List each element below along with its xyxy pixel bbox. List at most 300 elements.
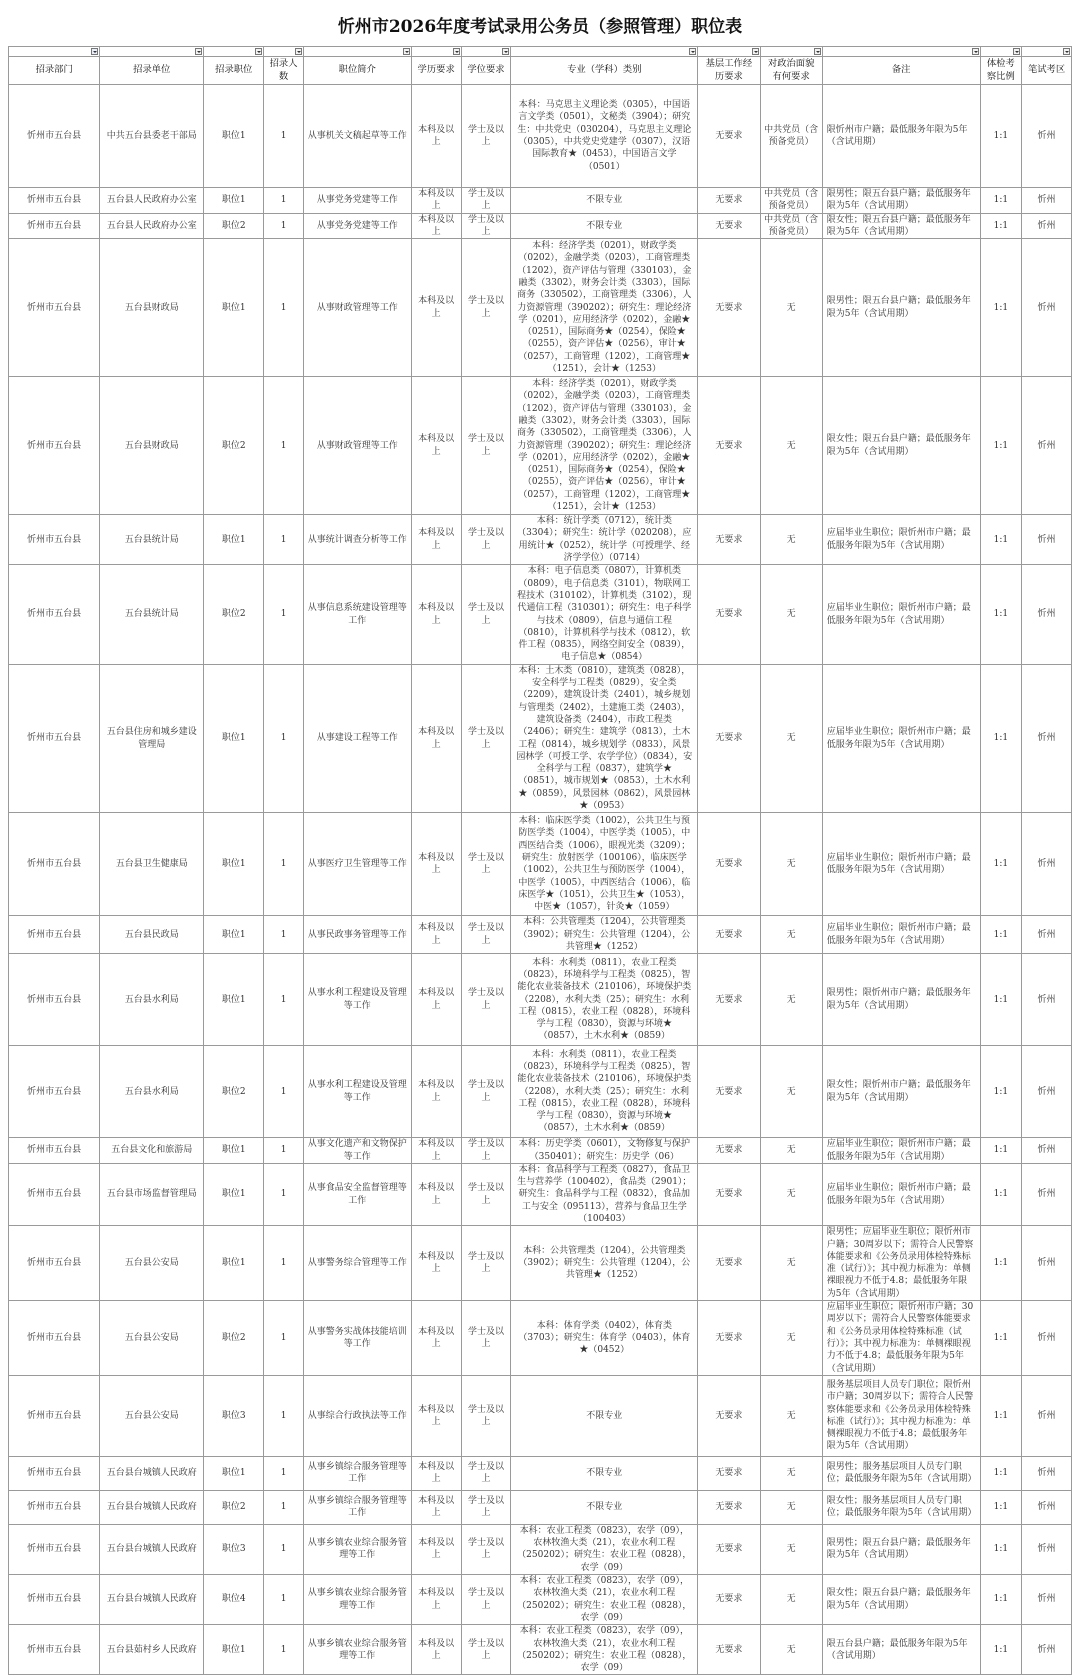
cell-experience[interactable]: 无要求 — [698, 377, 760, 515]
cell-count[interactable]: 1 — [264, 813, 303, 916]
cell-intro[interactable]: 从事统计调查分析等工作 — [303, 515, 411, 565]
cell-exam-area[interactable]: 忻州 — [1022, 664, 1072, 813]
cell-edu[interactable]: 本科及以上 — [411, 239, 461, 377]
cell-count[interactable]: 1 — [264, 565, 303, 664]
cell-edu[interactable]: 本科及以上 — [411, 954, 461, 1046]
cell-note[interactable]: 限男性；限五台县户籍；最低服务年限为5年（含试用期） — [822, 188, 980, 214]
cell-major[interactable]: 不限专业 — [511, 188, 698, 214]
filter-dropdown-icon[interactable] — [255, 48, 262, 55]
cell-position[interactable]: 职位1 — [204, 954, 264, 1046]
cell-ratio[interactable]: 1:1 — [980, 515, 1022, 565]
cell-major[interactable]: 不限专业 — [511, 1375, 698, 1456]
filter-dropdown-icon[interactable] — [502, 48, 509, 55]
filter-dropdown-icon[interactable] — [295, 48, 302, 55]
cell-exam-area[interactable]: 忻州 — [1022, 188, 1072, 214]
cell-degree[interactable]: 学士及以上 — [461, 565, 511, 664]
cell-count[interactable]: 1 — [264, 1456, 303, 1490]
cell-note[interactable]: 应届毕业生职位；限忻州市户籍；最低服务年限为5年（含试用期） — [822, 1163, 980, 1225]
cell-major[interactable]: 不限专业 — [511, 213, 698, 239]
cell-position[interactable]: 职位2 — [204, 1490, 264, 1524]
cell-dept[interactable]: 忻州市五台县 — [9, 954, 100, 1046]
cell-note[interactable]: 限五台县户籍；最低服务年限为5年（含试用期） — [822, 1625, 980, 1675]
cell-dept[interactable]: 忻州市五台县 — [9, 1625, 100, 1675]
cell-degree[interactable]: 学士及以上 — [461, 239, 511, 377]
cell-dept[interactable]: 忻州市五台县 — [9, 916, 100, 954]
cell-position[interactable]: 职位1 — [204, 188, 264, 214]
column-header-note[interactable]: 备注 — [822, 57, 980, 85]
cell-dept[interactable]: 忻州市五台县 — [9, 1046, 100, 1138]
column-header-position[interactable]: 招录职位 — [204, 57, 264, 85]
cell-intro[interactable]: 从事水利工程建设及管理等工作 — [303, 1046, 411, 1138]
cell-unit[interactable]: 五台县统计局 — [100, 565, 204, 664]
cell-ratio[interactable]: 1:1 — [980, 85, 1022, 188]
cell-position[interactable]: 职位1 — [204, 813, 264, 916]
cell-experience[interactable]: 无要求 — [698, 1301, 760, 1376]
cell-major[interactable]: 本科：水利类（0811），农业工程类（0823），环境科学与工程类（0825），智能化农业装备技术（210106），环境保护类（2208），水利大类（25）；研究生：水利工程（0815），农业工程（0828），环境科学与工程（0830），资源与环境★（0857），土木水利★（0859） — [511, 954, 698, 1046]
cell-dept[interactable]: 忻州市五台县 — [9, 1490, 100, 1524]
cell-intro[interactable]: 从事党务党建等工作 — [303, 213, 411, 239]
cell-unit[interactable]: 五台县公安局 — [100, 1301, 204, 1376]
cell-political[interactable]: 无 — [760, 1456, 822, 1490]
cell-edu[interactable]: 本科及以上 — [411, 1625, 461, 1675]
cell-major[interactable]: 本科：农业工程类（0823），农学（09），农林牧渔大类（21），农业水利工程（250202）；研究生：农业工程（0828），农学（09） — [511, 1524, 698, 1574]
cell-position[interactable]: 职位1 — [204, 1163, 264, 1225]
cell-intro[interactable]: 从事财政管理等工作 — [303, 377, 411, 515]
cell-ratio[interactable]: 1:1 — [980, 1301, 1022, 1376]
cell-position[interactable]: 职位1 — [204, 1625, 264, 1675]
cell-major[interactable]: 本科：农业工程类（0823），农学（09），农林牧渔大类（21），农业水利工程（250202）；研究生：农业工程（0828），农学（09） — [511, 1575, 698, 1625]
cell-intro[interactable]: 从事财政管理等工作 — [303, 239, 411, 377]
cell-intro[interactable]: 从事食品安全监督管理等工作 — [303, 1163, 411, 1225]
cell-intro[interactable]: 从事民政事务管理等工作 — [303, 916, 411, 954]
cell-edu[interactable]: 本科及以上 — [411, 188, 461, 214]
column-header-edu[interactable]: 学历要求 — [411, 57, 461, 85]
cell-dept[interactable]: 忻州市五台县 — [9, 188, 100, 214]
cell-note[interactable]: 限女性；服务基层项目人员专门职位；最低服务年限为5年（含试用期） — [822, 1490, 980, 1524]
cell-experience[interactable]: 无要求 — [698, 239, 760, 377]
cell-political[interactable]: 无 — [760, 377, 822, 515]
cell-exam-area[interactable]: 忻州 — [1022, 85, 1072, 188]
cell-edu[interactable]: 本科及以上 — [411, 1138, 461, 1164]
column-header-count[interactable]: 招录人数 — [264, 57, 303, 85]
cell-intro[interactable]: 从事机关文稿起草等工作 — [303, 85, 411, 188]
cell-political[interactable]: 无 — [760, 1524, 822, 1574]
cell-dept[interactable]: 忻州市五台县 — [9, 213, 100, 239]
cell-political[interactable]: 无 — [760, 565, 822, 664]
cell-count[interactable]: 1 — [264, 1625, 303, 1675]
cell-major[interactable]: 本科：经济学类（0201），财政学类（0202），金融学类（0203），工商管理类（1202），资产评估与管理（330103），金融类（3302），财务会计类（3303），国际商务（330502），工商管理类（3306），人力资源管理（390202）；研究生：理论经济学（0201），应用经济学（0202），金融★（0251），国际商务★（0254），保险★（0255），资产评估★（0256），审计★（0257），工商管理（1202），工商管理★（1251），会计★（1253） — [511, 239, 698, 377]
cell-exam-area[interactable]: 忻州 — [1022, 1163, 1072, 1225]
cell-count[interactable]: 1 — [264, 1138, 303, 1164]
cell-experience[interactable]: 无要求 — [698, 664, 760, 813]
cell-experience[interactable]: 无要求 — [698, 565, 760, 664]
cell-note[interactable]: 应届毕业生职位；限忻州市户籍；最低服务年限为5年（含试用期） — [822, 916, 980, 954]
cell-position[interactable]: 职位3 — [204, 1524, 264, 1574]
cell-position[interactable]: 职位2 — [204, 1046, 264, 1138]
cell-unit[interactable]: 五台县茹村乡人民政府 — [100, 1625, 204, 1675]
cell-intro[interactable]: 从事警务实战体技能培训等工作 — [303, 1301, 411, 1376]
cell-position[interactable]: 职位1 — [204, 664, 264, 813]
cell-count[interactable]: 1 — [264, 213, 303, 239]
cell-unit[interactable]: 五台县公安局 — [100, 1226, 204, 1301]
cell-intro[interactable]: 从事医疗卫生管理等工作 — [303, 813, 411, 916]
cell-edu[interactable]: 本科及以上 — [411, 1524, 461, 1574]
cell-intro[interactable]: 从事水利工程建设及管理等工作 — [303, 954, 411, 1046]
cell-position[interactable]: 职位1 — [204, 916, 264, 954]
cell-exam-area[interactable]: 忻州 — [1022, 1046, 1072, 1138]
cell-intro[interactable]: 从事乡镇农业综合服务管理等工作 — [303, 1575, 411, 1625]
cell-ratio[interactable]: 1:1 — [980, 1575, 1022, 1625]
cell-position[interactable]: 职位2 — [204, 565, 264, 664]
cell-unit[interactable]: 五台县台城镇人民政府 — [100, 1490, 204, 1524]
cell-degree[interactable]: 学士及以上 — [461, 1163, 511, 1225]
cell-political[interactable]: 无 — [760, 1138, 822, 1164]
cell-major[interactable]: 本科：公共管理类（1204），公共管理类（3902）；研究生：公共管理（1204），公共管理★（1252） — [511, 916, 698, 954]
cell-edu[interactable]: 本科及以上 — [411, 1163, 461, 1225]
cell-intro[interactable]: 从事建设工程等工作 — [303, 664, 411, 813]
cell-experience[interactable]: 无要求 — [698, 213, 760, 239]
cell-dept[interactable]: 忻州市五台县 — [9, 664, 100, 813]
cell-exam-area[interactable]: 忻州 — [1022, 916, 1072, 954]
cell-edu[interactable]: 本科及以上 — [411, 1301, 461, 1376]
filter-dropdown-icon[interactable] — [689, 48, 696, 55]
cell-intro[interactable]: 从事党务党建等工作 — [303, 188, 411, 214]
cell-experience[interactable]: 无要求 — [698, 1138, 760, 1164]
cell-unit[interactable]: 五台县财政局 — [100, 377, 204, 515]
cell-political[interactable]: 无 — [760, 1046, 822, 1138]
cell-position[interactable]: 职位2 — [204, 377, 264, 515]
cell-degree[interactable]: 学士及以上 — [461, 954, 511, 1046]
filter-active-dropdown-icon[interactable] — [91, 48, 98, 55]
cell-ratio[interactable]: 1:1 — [980, 1490, 1022, 1524]
cell-experience[interactable]: 无要求 — [698, 1456, 760, 1490]
cell-position[interactable]: 职位3 — [204, 1375, 264, 1456]
cell-political[interactable]: 无 — [760, 1163, 822, 1225]
cell-exam-area[interactable]: 忻州 — [1022, 1138, 1072, 1164]
filter-dropdown-icon[interactable] — [195, 48, 202, 55]
cell-major[interactable]: 本科：公共管理类（1204），公共管理类（3902）；研究生：公共管理（1204），公共管理★（1252） — [511, 1226, 698, 1301]
cell-note[interactable]: 应届毕业生职位；限忻州市户籍；最低服务年限为5年（含试用期） — [822, 664, 980, 813]
cell-unit[interactable]: 五台县人民政府办公室 — [100, 213, 204, 239]
cell-major[interactable]: 本科：电子信息类（0807），计算机类（0809），电子信息类（3101），物联网工程技术（310102），计算机类（3102），现代通信工程（310301）；研究生：电子科学与技术（0809），信息与通信工程（0810），计算机科学与技术（0812），软件工程（0835），网络空间安全（0839），电子信息★（0854） — [511, 565, 698, 664]
cell-edu[interactable]: 本科及以上 — [411, 664, 461, 813]
cell-political[interactable]: 无 — [760, 1226, 822, 1301]
cell-ratio[interactable]: 1:1 — [980, 813, 1022, 916]
cell-edu[interactable]: 本科及以上 — [411, 1046, 461, 1138]
cell-note[interactable]: 限女性；限五台县户籍；最低服务年限为5年（含试用期） — [822, 213, 980, 239]
cell-count[interactable]: 1 — [264, 1490, 303, 1524]
cell-count[interactable]: 1 — [264, 664, 303, 813]
cell-dept[interactable]: 忻州市五台县 — [9, 565, 100, 664]
cell-count[interactable]: 1 — [264, 1575, 303, 1625]
column-header-dept[interactable]: 招录部门 — [9, 57, 100, 85]
cell-political[interactable]: 无 — [760, 954, 822, 1046]
cell-exam-area[interactable]: 忻州 — [1022, 1226, 1072, 1301]
cell-exam-area[interactable]: 忻州 — [1022, 954, 1072, 1046]
cell-unit[interactable]: 五台县文化和旅游局 — [100, 1138, 204, 1164]
cell-ratio[interactable]: 1:1 — [980, 664, 1022, 813]
cell-intro[interactable]: 从事综合行政执法等工作 — [303, 1375, 411, 1456]
cell-edu[interactable]: 本科及以上 — [411, 85, 461, 188]
cell-ratio[interactable]: 1:1 — [980, 1375, 1022, 1456]
cell-experience[interactable]: 无要求 — [698, 188, 760, 214]
cell-intro[interactable]: 从事乡镇农业综合服务管理等工作 — [303, 1625, 411, 1675]
cell-experience[interactable]: 无要求 — [698, 1575, 760, 1625]
cell-ratio[interactable]: 1:1 — [980, 213, 1022, 239]
cell-unit[interactable]: 五台县住房和城乡建设管理局 — [100, 664, 204, 813]
cell-dept[interactable]: 忻州市五台县 — [9, 1575, 100, 1625]
cell-experience[interactable]: 无要求 — [698, 954, 760, 1046]
cell-ratio[interactable]: 1:1 — [980, 377, 1022, 515]
cell-experience[interactable]: 无要求 — [698, 1375, 760, 1456]
cell-unit[interactable]: 五台县民政局 — [100, 916, 204, 954]
cell-political[interactable]: 无 — [760, 1490, 822, 1524]
cell-dept[interactable]: 忻州市五台县 — [9, 1163, 100, 1225]
cell-dept[interactable]: 忻州市五台县 — [9, 85, 100, 188]
cell-note[interactable]: 服务基层项目人员专门职位；限忻州市户籍；30周岁以下；需符合人民警察体能要求和《公务员录用体检特殊标准（试行）》；其中视力标准为：单侧裸眼视力不低于4.8；最低服务年限为5年（含试用期） — [822, 1375, 980, 1456]
cell-count[interactable]: 1 — [264, 1301, 303, 1376]
cell-unit[interactable]: 五台县公安局 — [100, 1375, 204, 1456]
cell-edu[interactable]: 本科及以上 — [411, 213, 461, 239]
cell-degree[interactable]: 学士及以上 — [461, 1575, 511, 1625]
cell-major[interactable]: 本科：统计学类（0712），统计类（3304）；研究生：统计学（020208），应用统计★（0252），统计学（可授理学、经济学学位）（0714） — [511, 515, 698, 565]
cell-experience[interactable]: 无要求 — [698, 916, 760, 954]
cell-dept[interactable]: 忻州市五台县 — [9, 1524, 100, 1574]
cell-experience[interactable]: 无要求 — [698, 515, 760, 565]
cell-count[interactable]: 1 — [264, 377, 303, 515]
cell-position[interactable]: 职位1 — [204, 1456, 264, 1490]
cell-count[interactable]: 1 — [264, 85, 303, 188]
cell-exam-area[interactable]: 忻州 — [1022, 1524, 1072, 1574]
cell-experience[interactable]: 无要求 — [698, 1625, 760, 1675]
cell-edu[interactable]: 本科及以上 — [411, 1226, 461, 1301]
cell-dept[interactable]: 忻州市五台县 — [9, 1375, 100, 1456]
cell-degree[interactable]: 学士及以上 — [461, 1046, 511, 1138]
cell-degree[interactable]: 学士及以上 — [461, 1138, 511, 1164]
cell-political[interactable]: 中共党员（含预备党员） — [760, 188, 822, 214]
cell-count[interactable]: 1 — [264, 954, 303, 1046]
cell-edu[interactable]: 本科及以上 — [411, 565, 461, 664]
cell-dept[interactable]: 忻州市五台县 — [9, 515, 100, 565]
filter-dropdown-icon[interactable] — [453, 48, 460, 55]
cell-political[interactable]: 中共党员（含预备党员） — [760, 213, 822, 239]
cell-exam-area[interactable]: 忻州 — [1022, 377, 1072, 515]
cell-major[interactable]: 本科：经济学类（0201），财政学类（0202），金融学类（0203），工商管理类（1202），资产评估与管理（330103），金融类（3302），财务会计类（3303），国际商务（330502），工商管理类（3306），人力资源管理（390202）；研究生：理论经济学（0201），应用经济学（0202），金融★（0251），国际商务★（0254），保险★（0255），资产评估★（0256），审计★（0257），工商管理（1202），工商管理★（1251），会计★（1253） — [511, 377, 698, 515]
cell-note[interactable]: 应届毕业生职位；限忻州市户籍；最低服务年限为5年（含试用期） — [822, 813, 980, 916]
cell-degree[interactable]: 学士及以上 — [461, 1301, 511, 1376]
cell-count[interactable]: 1 — [264, 1524, 303, 1574]
cell-ratio[interactable]: 1:1 — [980, 239, 1022, 377]
cell-exam-area[interactable]: 忻州 — [1022, 1456, 1072, 1490]
cell-unit[interactable]: 五台县统计局 — [100, 515, 204, 565]
cell-exam-area[interactable]: 忻州 — [1022, 565, 1072, 664]
cell-major[interactable]: 本科：历史学类（0601），文物修复与保护（350401）；研究生：历史学（06） — [511, 1138, 698, 1164]
cell-note[interactable]: 限女性；限忻州市户籍；最低服务年限为5年（含试用期） — [822, 1046, 980, 1138]
cell-note[interactable]: 限女性；限五台县户籍；最低服务年限为5年（含试用期） — [822, 377, 980, 515]
cell-ratio[interactable]: 1:1 — [980, 1524, 1022, 1574]
cell-note[interactable]: 限忻州市户籍；最低服务年限为5年（含试用期） — [822, 85, 980, 188]
cell-dept[interactable]: 忻州市五台县 — [9, 377, 100, 515]
cell-count[interactable]: 1 — [264, 239, 303, 377]
cell-exam-area[interactable]: 忻州 — [1022, 213, 1072, 239]
cell-political[interactable]: 无 — [760, 813, 822, 916]
cell-count[interactable]: 1 — [264, 1163, 303, 1225]
cell-political[interactable]: 无 — [760, 1575, 822, 1625]
cell-intro[interactable]: 从事警务综合管理等工作 — [303, 1226, 411, 1301]
column-header-ratio[interactable]: 体检考察比例 — [980, 57, 1022, 85]
cell-position[interactable]: 职位1 — [204, 1226, 264, 1301]
cell-political[interactable]: 无 — [760, 664, 822, 813]
cell-position[interactable]: 职位1 — [204, 1138, 264, 1164]
cell-note[interactable]: 应届毕业生职位；限忻州市户籍；最低服务年限为5年（含试用期） — [822, 515, 980, 565]
cell-count[interactable]: 1 — [264, 515, 303, 565]
cell-degree[interactable]: 学士及以上 — [461, 664, 511, 813]
cell-ratio[interactable]: 1:1 — [980, 1163, 1022, 1225]
cell-degree[interactable]: 学士及以上 — [461, 213, 511, 239]
cell-degree[interactable]: 学士及以上 — [461, 1456, 511, 1490]
cell-edu[interactable]: 本科及以上 — [411, 1375, 461, 1456]
cell-unit[interactable]: 五台县水利局 — [100, 954, 204, 1046]
cell-major[interactable]: 不限专业 — [511, 1490, 698, 1524]
cell-intro[interactable]: 从事乡镇农业综合服务管理等工作 — [303, 1524, 411, 1574]
cell-major[interactable]: 本科：马克思主义理论类（0305），中国语言文学类（0501），文秘类（3904）；研究生：中共党史（030204），马克思主义理论（0305），中共党史党建学（0307），汉语国际教育★（0453），中国语言文学（0501） — [511, 85, 698, 188]
cell-unit[interactable]: 五台县水利局 — [100, 1046, 204, 1138]
cell-intro[interactable]: 从事乡镇综合服务管理等工作 — [303, 1456, 411, 1490]
cell-count[interactable]: 1 — [264, 916, 303, 954]
column-header-political[interactable]: 对政治面貌有何要求 — [760, 57, 822, 85]
cell-major[interactable]: 本科：土木类（0810），建筑类（0828），安全科学与工程类（0829），安全类（2209），建筑设计类（2401），城乡规划与管理类（2402），土建施工类（2403），建筑设备类（2404），市政工程类（2406）；研究生：建筑学（0813），土木工程（0814），城乡规划学（0833），风景园林学（可授工学、农学学位）（0834），安全科学与工程（0837），建筑学★（0851），城市规划★（0853），土木水利★（0859），风景园林（0862），风景园林★（0953） — [511, 664, 698, 813]
cell-note[interactable]: 限男性；服务基层项目人员专门职位；最低服务年限为5年（含试用期） — [822, 1456, 980, 1490]
cell-position[interactable]: 职位2 — [204, 213, 264, 239]
cell-edu[interactable]: 本科及以上 — [411, 1456, 461, 1490]
cell-position[interactable]: 职位1 — [204, 515, 264, 565]
cell-dept[interactable]: 忻州市五台县 — [9, 1138, 100, 1164]
cell-major[interactable]: 本科：食品科学与工程类（0827），食品卫生与营养学（100402），食品类（2901）；研究生：食品科学与工程（0832），食品加工与安全（095113），营养与食品卫生学（100403） — [511, 1163, 698, 1225]
cell-political[interactable]: 中共党员（含预备党员） — [760, 85, 822, 188]
cell-political[interactable]: 无 — [760, 1301, 822, 1376]
cell-edu[interactable]: 本科及以上 — [411, 377, 461, 515]
cell-count[interactable]: 1 — [264, 1375, 303, 1456]
cell-dept[interactable]: 忻州市五台县 — [9, 813, 100, 916]
cell-political[interactable]: 无 — [760, 239, 822, 377]
cell-exam-area[interactable]: 忻州 — [1022, 1490, 1072, 1524]
cell-intro[interactable]: 从事文化遗产和文物保护等工作 — [303, 1138, 411, 1164]
cell-position[interactable]: 职位1 — [204, 85, 264, 188]
cell-edu[interactable]: 本科及以上 — [411, 916, 461, 954]
cell-experience[interactable]: 无要求 — [698, 1524, 760, 1574]
cell-exam-area[interactable]: 忻州 — [1022, 239, 1072, 377]
cell-intro[interactable]: 从事信息系统建设管理等工作 — [303, 565, 411, 664]
cell-major[interactable]: 本科：水利类（0811），农业工程类（0823），环境科学与工程类（0825），智能化农业装备技术（210106），环境保护类（2208），水利大类（25）；研究生：水利工程（0815），农业工程（0828），环境科学与工程（0830），资源与环境★（0857），土木水利★（0859） — [511, 1046, 698, 1138]
cell-major[interactable]: 本科：体育学类（0402），体育类（3703）；研究生：体育学（0403），体育★（0452） — [511, 1301, 698, 1376]
cell-unit[interactable]: 五台县台城镇人民政府 — [100, 1456, 204, 1490]
cell-count[interactable]: 1 — [264, 1046, 303, 1138]
column-header-exam-area[interactable]: 笔试考区 — [1022, 57, 1072, 85]
filter-dropdown-icon[interactable] — [1013, 48, 1020, 55]
cell-experience[interactable]: 无要求 — [698, 1163, 760, 1225]
cell-degree[interactable]: 学士及以上 — [461, 515, 511, 565]
cell-degree[interactable]: 学士及以上 — [461, 813, 511, 916]
cell-unit[interactable]: 五台县市场监督管理局 — [100, 1163, 204, 1225]
cell-note[interactable]: 限男性；限五台县户籍；最低服务年限为5年（含试用期） — [822, 1524, 980, 1574]
cell-degree[interactable]: 学士及以上 — [461, 1490, 511, 1524]
cell-degree[interactable]: 学士及以上 — [461, 188, 511, 214]
cell-dept[interactable]: 忻州市五台县 — [9, 239, 100, 377]
cell-degree[interactable]: 学士及以上 — [461, 1625, 511, 1675]
cell-major[interactable]: 不限专业 — [511, 1456, 698, 1490]
cell-position[interactable]: 职位4 — [204, 1575, 264, 1625]
cell-major[interactable]: 本科：农业工程类（0823），农学（09），农林牧渔大类（21），农业水利工程（250202）；研究生：农业工程（0828），农学（09） — [511, 1625, 698, 1675]
column-header-major[interactable]: 专业（学科）类别 — [511, 57, 698, 85]
cell-position[interactable]: 职位2 — [204, 1301, 264, 1376]
cell-unit[interactable]: 五台县台城镇人民政府 — [100, 1575, 204, 1625]
cell-note[interactable]: 应届毕业生职位；限忻州市户籍；最低服务年限为5年（含试用期） — [822, 565, 980, 664]
cell-ratio[interactable]: 1:1 — [980, 565, 1022, 664]
cell-note[interactable]: 限男性；应届毕业生职位；限忻州市户籍；30周岁以下；需符合人民警察体能要求和《公务员录用体检特殊标准（试行）》；其中视力标准为：单侧裸眼视力不低于4.8；最低服务年限为5年（含试用期） — [822, 1226, 980, 1301]
cell-ratio[interactable]: 1:1 — [980, 1046, 1022, 1138]
cell-experience[interactable]: 无要求 — [698, 813, 760, 916]
cell-political[interactable]: 无 — [760, 515, 822, 565]
cell-degree[interactable]: 学士及以上 — [461, 1226, 511, 1301]
cell-ratio[interactable]: 1:1 — [980, 188, 1022, 214]
filter-dropdown-icon[interactable] — [814, 48, 821, 55]
cell-ratio[interactable]: 1:1 — [980, 954, 1022, 1046]
column-header-intro[interactable]: 职位简介 — [303, 57, 411, 85]
cell-note[interactable]: 应届毕业生职位；限忻州市户籍；30周岁以下；需符合人民警察体能要求和《公务员录用体检特殊标准（试行）》；其中视力标准为：单侧裸眼视力不低于4.8；最低服务年限为5年（含试用期） — [822, 1301, 980, 1376]
cell-exam-area[interactable]: 忻州 — [1022, 1625, 1072, 1675]
cell-ratio[interactable]: 1:1 — [980, 916, 1022, 954]
cell-experience[interactable]: 无要求 — [698, 1226, 760, 1301]
cell-political[interactable]: 无 — [760, 1375, 822, 1456]
cell-note[interactable]: 限男性；限忻州市户籍；最低服务年限为5年（含试用期） — [822, 954, 980, 1046]
cell-edu[interactable]: 本科及以上 — [411, 1575, 461, 1625]
cell-political[interactable]: 无 — [760, 1625, 822, 1675]
cell-ratio[interactable]: 1:1 — [980, 1138, 1022, 1164]
cell-dept[interactable]: 忻州市五台县 — [9, 1456, 100, 1490]
cell-exam-area[interactable]: 忻州 — [1022, 1575, 1072, 1625]
cell-ratio[interactable]: 1:1 — [980, 1456, 1022, 1490]
cell-count[interactable]: 1 — [264, 1226, 303, 1301]
column-header-unit[interactable]: 招录单位 — [100, 57, 204, 85]
cell-degree[interactable]: 学士及以上 — [461, 1375, 511, 1456]
cell-degree[interactable]: 学士及以上 — [461, 85, 511, 188]
cell-dept[interactable]: 忻州市五台县 — [9, 1226, 100, 1301]
cell-position[interactable]: 职位1 — [204, 239, 264, 377]
cell-degree[interactable]: 学士及以上 — [461, 377, 511, 515]
filter-dropdown-icon[interactable] — [972, 48, 979, 55]
cell-dept[interactable]: 忻州市五台县 — [9, 1301, 100, 1376]
cell-political[interactable]: 无 — [760, 916, 822, 954]
cell-major[interactable]: 本科：临床医学类（1002），公共卫生与预防医学类（1004），中医学类（1005），中西医结合类（1006），眼视光类（3209）；研究生：放射医学（100106），临床医学（1002），公共卫生与预防医学（1004），中医学（1005），中西医结合（1006），临床医学★（1051），公共卫生★（1053），中医★（1057），针灸★（1059） — [511, 813, 698, 916]
cell-note[interactable]: 限男性；限五台县户籍；最低服务年限为5年（含试用期） — [822, 239, 980, 377]
cell-ratio[interactable]: 1:1 — [980, 1625, 1022, 1675]
cell-degree[interactable]: 学士及以上 — [461, 1524, 511, 1574]
cell-unit[interactable]: 中共五台县委老干部局 — [100, 85, 204, 188]
cell-degree[interactable]: 学士及以上 — [461, 916, 511, 954]
column-header-experience[interactable]: 基层工作经历要求 — [698, 57, 760, 85]
filter-dropdown-icon[interactable] — [403, 48, 410, 55]
cell-intro[interactable]: 从事乡镇综合服务管理等工作 — [303, 1490, 411, 1524]
cell-ratio[interactable]: 1:1 — [980, 1226, 1022, 1301]
filter-dropdown-icon[interactable] — [1063, 48, 1070, 55]
cell-experience[interactable]: 无要求 — [698, 1046, 760, 1138]
cell-experience[interactable]: 无要求 — [698, 1490, 760, 1524]
cell-unit[interactable]: 五台县人民政府办公室 — [100, 188, 204, 214]
cell-edu[interactable]: 本科及以上 — [411, 1490, 461, 1524]
cell-exam-area[interactable]: 忻州 — [1022, 813, 1072, 916]
filter-dropdown-icon[interactable] — [752, 48, 759, 55]
cell-count[interactable]: 1 — [264, 188, 303, 214]
